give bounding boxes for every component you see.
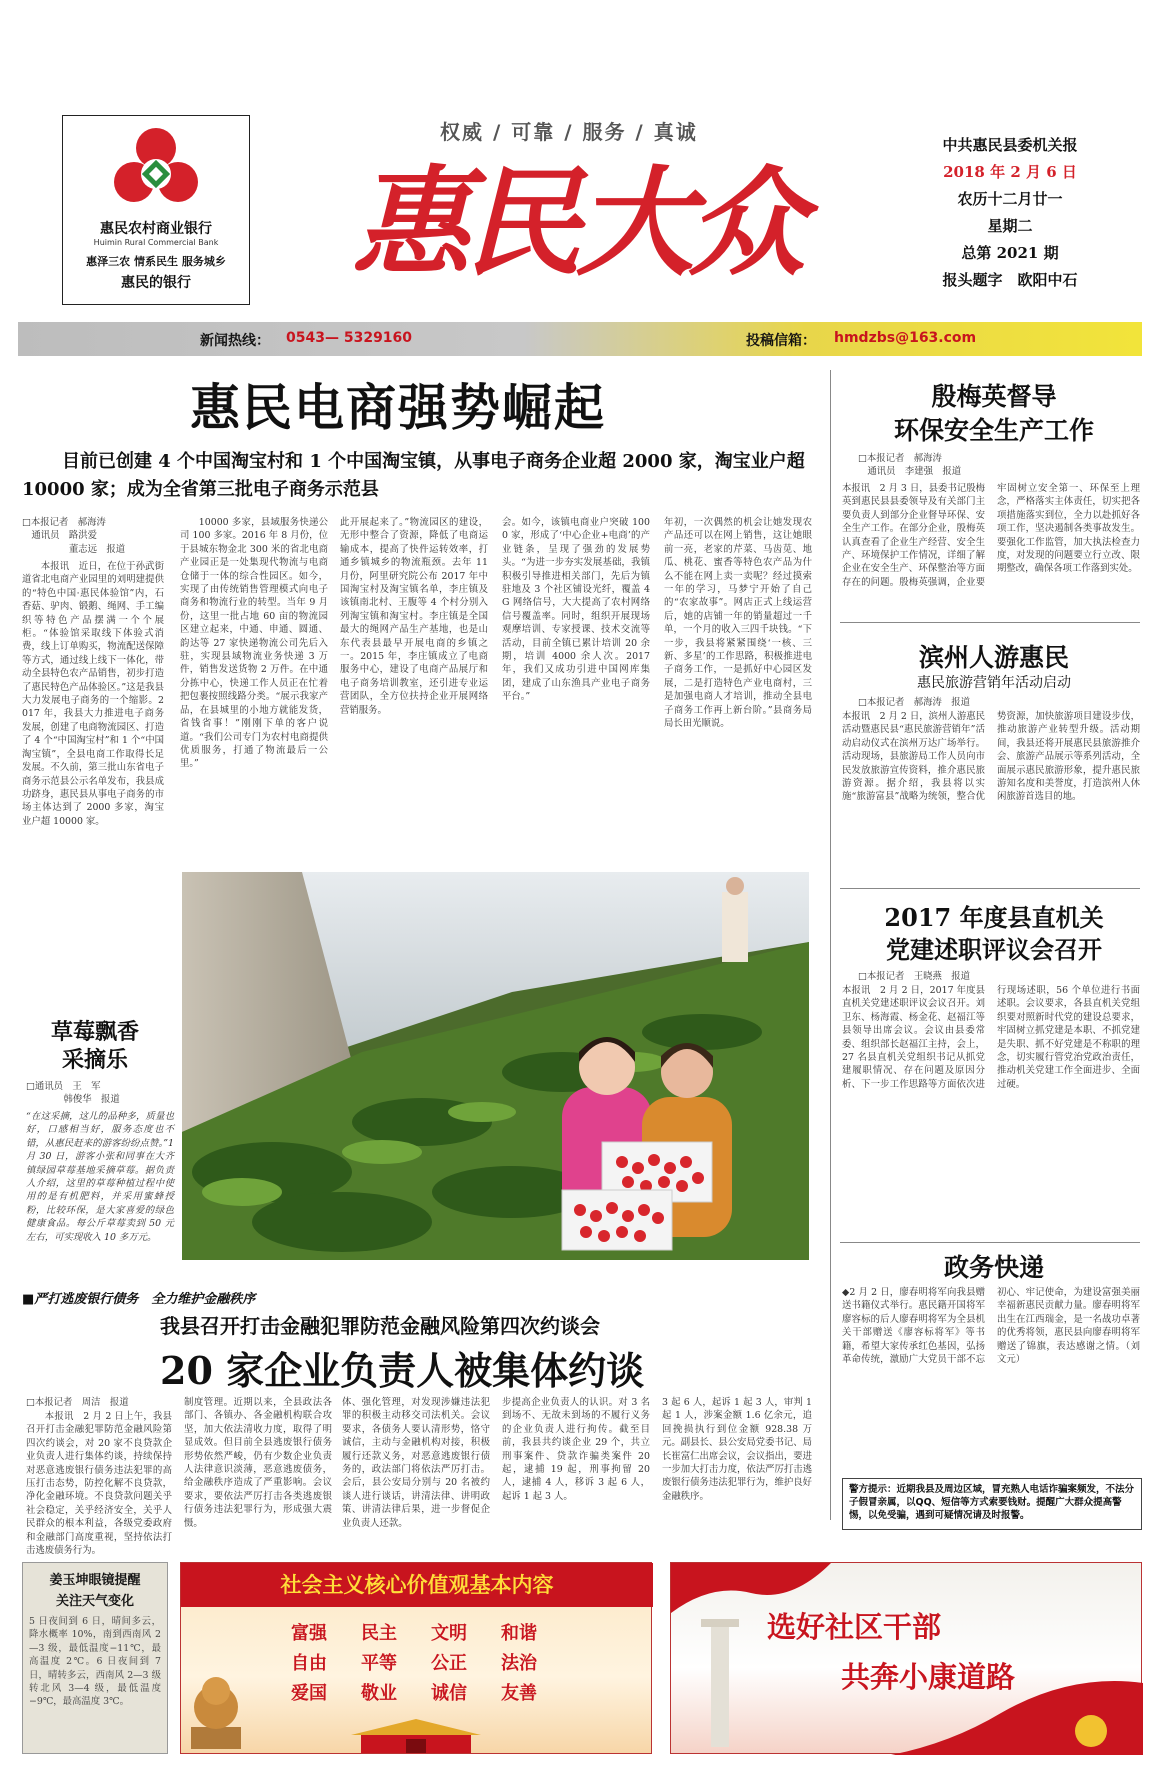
party-byline: □本报记者 王晓燕 报道 (858, 971, 970, 982)
bank-name-en: Huimin Rural Commercial Bank (93, 238, 219, 247)
masthead-title: 惠民大众 (352, 153, 801, 292)
strawberry-body: “在这采摘，这儿的品种多，质量也好，口感相当好，服务态度也不错，从惠民赶来的游客纷纷点赞。”1 月 30 日，游客小张和同事在大齐镇绿园草莓基地采摘草莓。据负责人介绍，这里的草莓种植过程中使用的是有机肥料，并采用蜜蜂授粉，比较环保，是大家喜爱的绿色健康食品。每公斤草莓卖到 50 元左右，可实现收入 10 多万元。 (26, 1111, 174, 1243)
weekday: 星期二 (987, 217, 1033, 235)
section-divider (840, 622, 1140, 623)
core-values-ad (180, 1562, 652, 1754)
core-value-tag: 富强 (291, 1623, 327, 1644)
core-value-tag: 文明 (431, 1623, 467, 1644)
core-value-tag: 诚信 (431, 1683, 467, 1704)
lead-column-3: 此开展起来了。”物流园区的建设，无形中整合了资源，降低了电商运输成本，提高了快件运转效率，打通乡镇城乡的物流瓶颈。去年 11 月份，阿里研究院公布 2017 年中国淘宝村及淘宝镇名单，李庄镇及该镇南北村、王腹等 4 个村分别入列淘宝镇和淘宝村。李庄镇是全国最大的绳网产品生产基地，也是山东代表县最早开展电商的乡镇之一。2015 年，李庄镇成立了电商服务中心，建设了电商产品展厅和电子商务培训教室，还引进专业运营团队，全方位扶持企业开展网络营销服务。 (340, 517, 488, 716)
lead-column-5: 年初，一次偶然的机会让她发现农产品还可以在网上销售，这让她眼前一亮，老家的芹菜、马齿苋、地瓜、桃花、蜜香等特色农产品为什么不能在网上卖一卖呢？经过摸索一年的学习，马梦宁开始了自己的“农家故事”。网店正式上线运营后，她的店铺一年的销量超过一千单，一个月的收入三四千块钱。“下一步，我县将紧紧围绕‘一核、三新、多星’的工作思路，积极推进电子商务工作，一是抓好中心园区发展，二是打造特色产业电商村，三是加强电商人才培训，推动全县电子商务工作再上新台阶。”县商务局局长田光顺说。 (664, 517, 812, 730)
issue-number: 总第 2021 期 (961, 244, 1059, 262)
email-address[interactable]: hmdzbs@163.com (834, 330, 977, 346)
travel-byline: □本报记者 郝海涛 报道 (858, 697, 970, 708)
hotline-label: 新闻热线： (200, 333, 270, 349)
masthead-motto: 权威 / 可靠 / 服务 / 真诚 (440, 120, 698, 144)
travel-subhead: 惠民旅游营销年活动启动 (917, 675, 1071, 691)
bank-logo-icon (108, 124, 204, 216)
issue-date: 2018 年 2 月 6 日 (943, 163, 1077, 181)
finance-byline: □本报记者 周洁 报道 (26, 1397, 129, 1408)
weather-title: 姜玉坤眼镜提醒 (49, 1573, 141, 1588)
publisher: 中共惠民县委机关报 (942, 136, 1078, 154)
column-divider (830, 370, 831, 1520)
finance-kicker: ■严打逃废银行债务 全力维护金融秩序 (22, 1292, 256, 1307)
finance-subhead: 我县召开打击金融犯罪防范金融风险第四次约谈会 (160, 1314, 600, 1338)
strawberry-byline: □通讯员 王 军 韩俊华 报道 (26, 1081, 120, 1106)
bank-ad-box (62, 115, 250, 305)
hotline-bar (18, 322, 1142, 356)
travel-headline: 滨州人游惠民 (918, 643, 1069, 672)
core-value-tag: 公正 (431, 1653, 467, 1674)
yin-byline: □本报记者 郝海涛 通讯员 李建强 报道 (858, 453, 962, 478)
bank-slogan-2: 惠民的银行 (121, 275, 191, 291)
lead-column-4: 会。如今，该镇电商业户突破 1000 家，形成了‘中心企业+电商’的产业链条，呈现了强劲的发展势头。“为进一步夯实发展基础，我镇积极引导推进相关部门，先后为镇驻地及 3 个社区铺设光纤，覆盖 4G 网络信号，大大提高了农村网络信号覆盖率。同时，组织开展现场观摩培训、专家授课、技术交流等活动，目前全镇已累计培训 20 余期，培训 4000 余人次。2017 年，我们又成功引进中国网库集团，建成了山东渔具产业电子商务平台。” (502, 517, 650, 703)
core-value-tag: 敬业 (361, 1683, 397, 1704)
lead-column-1: 本报讯 近日，在位于孙武街道省北电商产业园里的刘明建提供的“特色中国·惠民体验馆”内，石香菇、驴肉、锻鹅、绳网、手工编织等特色产品摆满一个个展柜。“体验馆采取线下体验式消费，线上订单购买，物流配送保障等方式，通过线上线下一体化，带动全县特色农产品销售，初步打造了惠民特色产品体验区。”这是我县大力发展电子商务的一个缩影。2017 年，我县大力推进电子商务发展，创建了电商物流园区、打造了 4 个“中国淘宝村”和 1 个“中国淘宝镇”，全县电商工作取得长足发展。不久前，第三批山东省电子商务示范县公示名单发布，我县成功跻身，惠民县从事电子商务的市场主体达到了 2000 多家，淘宝业户超 10000 家。 (22, 561, 164, 827)
lunar-date: 农历十二月廿一 (957, 190, 1063, 208)
core-value-tag: 民主 (361, 1623, 397, 1644)
weather-box (22, 1562, 168, 1754)
police-notice: 警方提示：近期我县及周边区域，冒充熟人电话诈骗案频发，不法分子假冒亲属，以QQ、短信等方式索要钱财。提醒广大群众提高警惕，以免受骗，遇到可疑情况请及时报警。 (842, 1478, 1142, 1530)
finance-headline: 20 家企业负责人被集体约谈 (160, 1348, 645, 1393)
greenhouse-photo-illustration (182, 872, 809, 1260)
finance-column-5: 3 起 6 人，起诉 1 起 3 人，审判 1 起 1 人，涉案金额 1.6 亿余元，追回挽损执行到位金额 928.38 万元。副县长、县公安局党委书记、局长崔富仁出席会议，会议指出，要进一步加大打击力度，依法严厉打击逃废银行债务违法犯罪行为，维护良好金融秩序。 (662, 1397, 813, 1502)
community-ad (670, 1562, 1142, 1754)
lead-column-2: 10000 多家，县域服务快递公司 100 多家。2016 年 8 月份，位于县城东物金北 300 米的省北电商产业园正是一处集现代物流与电商仓储于一体的综合性园区。如今，实现了由传统销售管理模式向电子商务和物流行业的转型。当年 9 月份，这里一批占地 60 亩的物流园区建立起来，中通、申通、圆通、韵达等 27 家快递物流公司先后入驻，实现县域物流业务快递 3 万件，销售发送货物 2 万件。在中通分拣中心，快递工作人员正在忙着把包裹按照线路分类。“展示我家产品，在县城里的小地方就能发货，省钱省事！”刚刚下单的客户说道。“我们公司专门为农村电商提供优质服务，打通了物流最后一公里。” (180, 517, 328, 770)
finance-column-1: 本报讯 2 月 2 日上午，我县召开打击金融犯罪防范金融风险第四次约谈会，对 20 家不良贷款企业负责人进行集体约谈，持续保持对恶意逃废银行债务违法犯罪的高压打击态势，防控化解不良贷款，净化金融环境。不良贷款问题关乎社会稳定，关乎经济安全，关乎人民群众的根本利益，各级党委政府和金融部门高度重视，坚持依法打击逃废债务行为。 (26, 1411, 172, 1557)
yin-body: 本报讯 2 月 3 日，县委书记殷梅英到惠民县县委领导及有关部门主要负责人到部分企业督导环保、安全生产工作。在部分企业，殷梅英认真查看了企业生产经营、安全生产、环境保护工作情况，详细了解企业在安全生产、环保整治等方面存在的问题。殷梅英强调，企业要牢固树立安全第一、环保至上理念，严格落实主体责任，切实把各项措施落实到位，全力以赴抓好各项工作，坚决遏制各类事故发生。要强化工作监管，加大执法检查力度，对发现的问题要立行立改、限期整改，确保各项工作落到实处。 (842, 483, 1140, 588)
issue-info (910, 132, 1110, 294)
brief-headline: 政务快递 (943, 1253, 1044, 1282)
finance-column-3: 体、强化管理，对发现涉嫌违法犯罪的积极主动移交司法机关。会议要求，各债务人要认清形势，恪守诚信，主动与金融机构对接，积极履行还款义务，对恶意逃废银行债务的，政法部门将依法严厉打击。会后，县公安局分别与 20 名被约谈人进行谈话，讲清法律、讲明政策、讲清法律后果，进一步督促企业负责人还款。 (342, 1397, 490, 1529)
travel-body: 本报讯 2 月 2 日，滨州人游惠民活动暨惠民县“惠民旅游营销年”活动启动仪式在滨州万达广场举行。活动现场，县旅游局工作人员向市民发放旅游宣传资料，推介惠民旅游资源。据介绍，我县将以实施“旅游富县”战略为统领，整合优势资源，加快旅游项目建设步伐，推动旅游产业转型升级。活动期间，我县还将开展惠民县旅游推介会、旅游产品展示等系列活动，全面展示惠民旅游形象，提升惠民旅游知名度和美誉度，打造滨州人休闲旅游首选目的地。 (842, 711, 1140, 803)
party-headline: 2017 年度县直机关 党建述职评议会召开 (884, 903, 1104, 964)
section-divider (840, 888, 1140, 889)
brief-body: ◆2 月 2 日，廖春明将军向我县赠送书籍仪式举行。惠民籍开国将军廖容标的后人廖春明将军为全县机关干部赠送《廖容标将军》等书籍，希望大家传承红色基因，弘扬革命传统，激励广大党员干部不忘初心、牢记使命，为建设富强美丽幸福新惠民贡献力量。廖春明将军出生在江西瑞金，是一名战功卓著的优秀将领，惠民县向廖春明将军赠送了锦旗，表达感谢之情。（刘文元） (842, 1287, 1140, 1366)
party-body: 本报讯 2 月 2 日，2017 年度县直机关党建述职评议会议召开。刘卫东、杨海霞、杨金花、赵福江等县领导出席会议。会议由县委常委、组织部长赵福江主持，会上，27 名县直机关党组织书记从抓党建履职情况、存在问题及原因分析、下一步工作思路等方面依次进行现场述职，56 个单位进行书面述职。会议要求，各县直机关党组织要对照新时代党的建设总要求，牢固树立抓党建是本职、不抓党建是失职、抓不好党建是不称职的理念，切实履行管党治党政治责任，推动机关党建工作全面进步、全面过硬。 (842, 985, 1140, 1090)
bank-name: 惠民农村商业银行 (100, 221, 212, 237)
finance-column-2: 制度管理。近期以来，全县政法各部门、各镇办、各金融机构联合攻坚，加大依法清收力度，取得了明显成效。但目前全县逃废银行债务形势依然严峻，仍有少数企业负责人法律意识淡薄，恶意逃废债务，给金融秩序造成了严重影响。会议要求，要依法严厉打击各类逃废银行债务违法犯罪行为，形成强大震慑。 (184, 1397, 332, 1529)
lead-byline: □本报记者 郝海涛 通讯员 路洪爱 董志远 报道 (22, 517, 126, 555)
strawberry-photo (182, 872, 809, 1260)
finance-column-4: 步提高企业负责人的认识。对 3 名到场不、无故未到场的不履行义务的企业负责人进行拘传。截至目前，我县共约谈企业 29 个，共立刑事案件、贷款诈骗类案件 20 起，逮捕 19 起，刑事拘留 20 人，逮捕 4 人，移诉 3 起 6 人，起诉 1 起 3 人。 (502, 1397, 650, 1502)
hotline-number[interactable]: 0543— 5329160 (286, 330, 413, 346)
weather-subtitle: 关注天气变化 (55, 1594, 134, 1609)
community-ad-line-1: 选好社区干部 (767, 1610, 942, 1644)
weather-body: 5 日夜间到 6 日，晴间多云，降水概率 10%，南到西南风 2—3 级，最低温度−11℃，最高温度 2℃。6 日夜间到 7 日，晴转多云，西南风 2—3 级转北风 3—4 级，最低温度−9℃，最高温度 3℃。 (29, 1616, 161, 1708)
core-value-tag: 自由 (291, 1653, 327, 1674)
core-value-tag: 爱国 (291, 1683, 327, 1704)
core-value-tag: 法治 (501, 1653, 537, 1674)
stone-lion-icon (185, 1667, 247, 1751)
tiananmen-icon (351, 1715, 481, 1753)
section-divider (840, 1242, 1140, 1243)
community-ad-line-2: 共奔小康道路 (841, 1660, 1016, 1694)
core-values-title: 社会主义核心价值观基本内容 (280, 1573, 554, 1597)
lead-subhead: 目前已创建 4 个中国淘宝村和 1 个中国淘宝镇，从事电子商务企业超 2000 家，淘宝业户超 10000 家；成为全省第三批电子商务示范县 (22, 451, 805, 500)
core-value-tag: 友善 (501, 1683, 537, 1704)
email-label: 投稿信箱： (746, 333, 816, 349)
yin-headline: 殷梅英督导 环保安全生产工作 (893, 382, 1094, 445)
lead-headline: 惠民电商强势崛起 (190, 379, 606, 437)
strawberry-headline: 草莓飘香 采摘乐 (50, 1019, 139, 1073)
core-value-tag: 和谐 (501, 1623, 537, 1644)
core-value-tag: 平等 (361, 1653, 397, 1674)
bank-slogan: 惠泽三农 情系民生 服务城乡 (86, 255, 226, 268)
calligraphy-credit: 报头题字 欧阳中石 (942, 271, 1078, 289)
